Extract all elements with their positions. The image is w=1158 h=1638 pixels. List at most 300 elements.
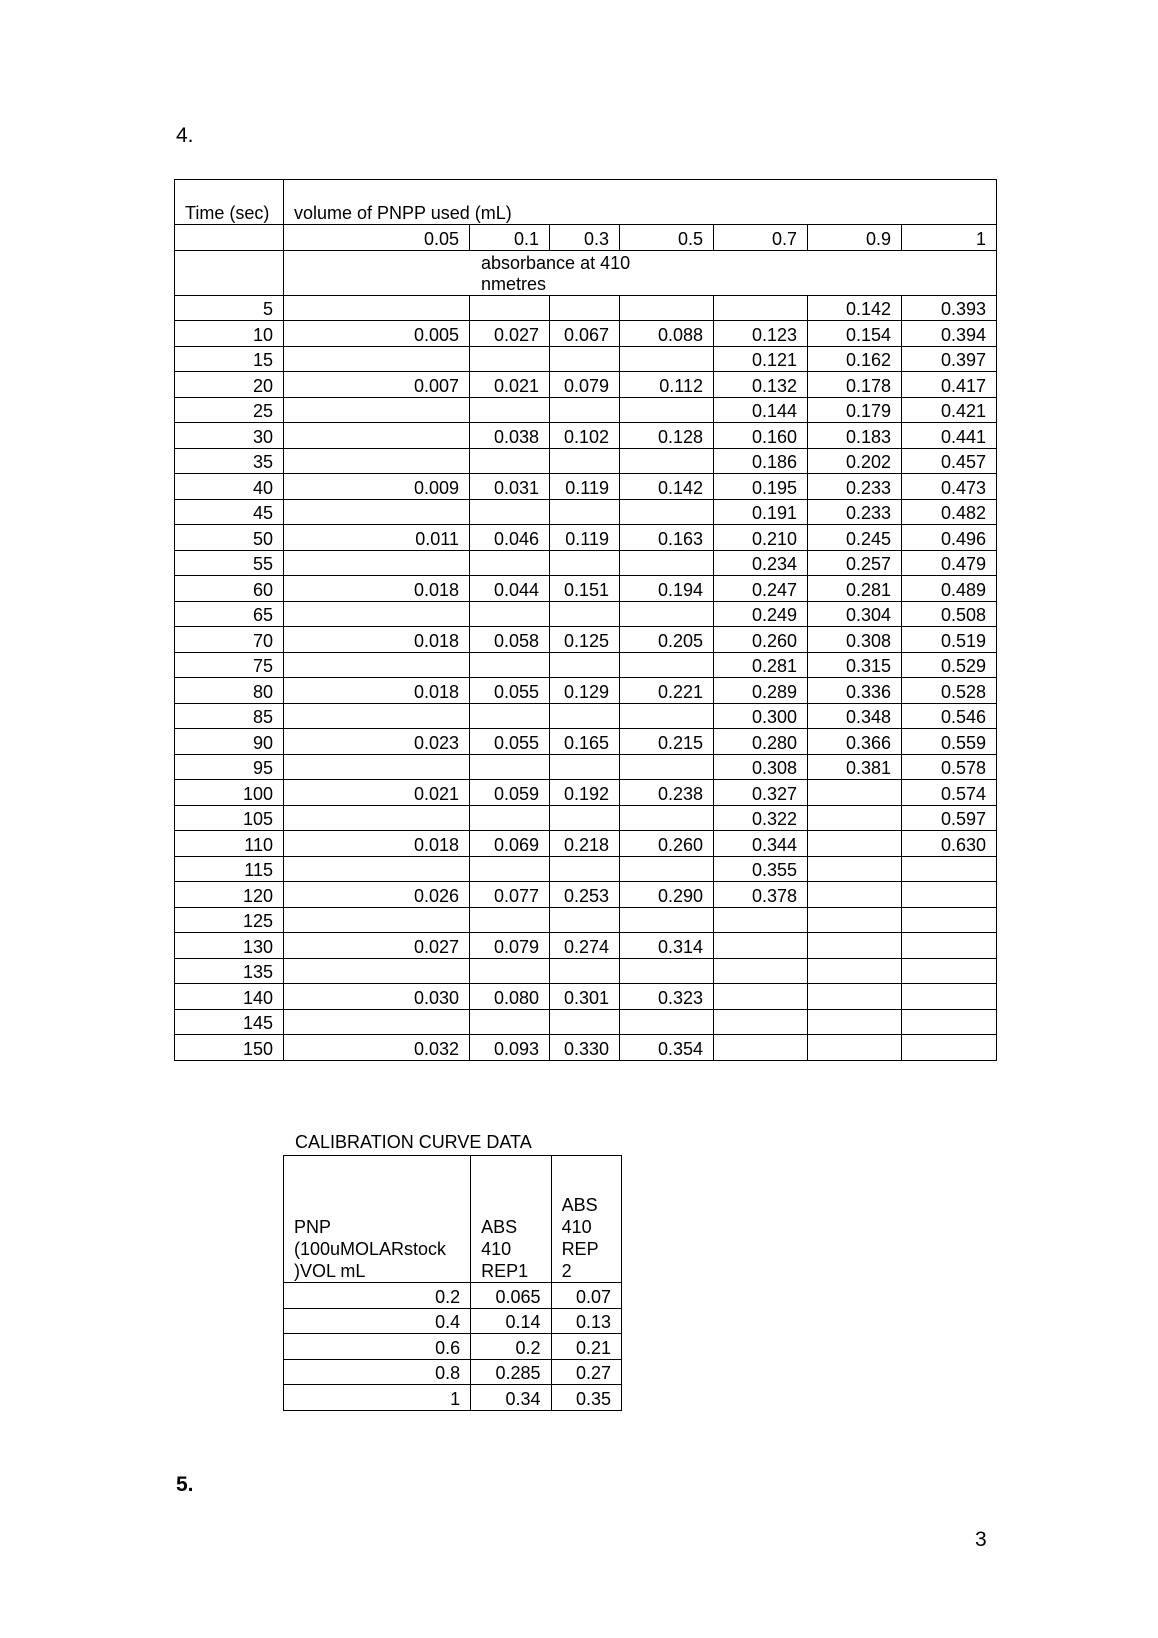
absorbance-cell: 0.059 (470, 780, 550, 806)
absorbance-cell (902, 958, 997, 984)
absorbance-cell (550, 448, 620, 474)
absorbance-cell (620, 754, 714, 780)
absorbance-cell: 0.005 (284, 321, 470, 347)
absorbance-cell (284, 1009, 470, 1035)
absorbance-cell (550, 856, 620, 882)
time-cell: 60 (175, 576, 284, 602)
absorbance-cell: 0.088 (620, 321, 714, 347)
absorbance-cell: 0.289 (714, 678, 808, 704)
absorbance-cell (902, 856, 997, 882)
time-cell: 130 (175, 933, 284, 959)
absorbance-cell (284, 397, 470, 423)
absorbance-cell (470, 958, 550, 984)
absorbance-cell (550, 295, 620, 321)
absorbance-cell (550, 907, 620, 933)
absorbance-cell (284, 805, 470, 831)
absorbance-cell: 0.044 (470, 576, 550, 602)
table-row (175, 448, 997, 474)
absorbance-cell (714, 907, 808, 933)
calibration-header-row (284, 1156, 622, 1283)
time-cell: 135 (175, 958, 284, 984)
absorbance-cell: 0.479 (902, 550, 997, 576)
absorbance-cell: 0.179 (808, 397, 902, 423)
calibration-cell: 0.2 (471, 1334, 551, 1360)
absorbance-cell: 0.026 (284, 882, 470, 908)
absorbance-cell (714, 295, 808, 321)
time-cell: 45 (175, 499, 284, 525)
time-cell: 65 (175, 601, 284, 627)
volume-cell: 0.7 (714, 225, 808, 251)
calibration-row (284, 1283, 622, 1309)
volume-cell: 0.9 (808, 225, 902, 251)
absorbance-cell: 0.354 (620, 1035, 714, 1061)
absorbance-cell (620, 958, 714, 984)
table-row (175, 346, 997, 372)
absorbance-cell: 0.528 (902, 678, 997, 704)
absorbance-cell (470, 448, 550, 474)
absorbance-cell: 0.253 (550, 882, 620, 908)
calibration-cell: 0.8 (284, 1359, 471, 1385)
absorbance-cell (620, 550, 714, 576)
absorbance-cell (808, 1035, 902, 1061)
absorbance-cell (470, 907, 550, 933)
absorbance-cell: 0.290 (620, 882, 714, 908)
absorbance-cell: 0.559 (902, 729, 997, 755)
absorbance-cell (808, 958, 902, 984)
absorbance-cell (902, 1009, 997, 1035)
calibration-header-rep2: ABS 410 REP 2 (551, 1156, 621, 1283)
absorbance-cell: 0.194 (620, 576, 714, 602)
header-row-volumes (175, 225, 997, 251)
absorbance-cell: 0.308 (808, 627, 902, 653)
table-row (175, 423, 997, 449)
time-cell: 145 (175, 1009, 284, 1035)
absorbance-cell: 0.301 (550, 984, 620, 1010)
calibration-cell: 0.065 (471, 1283, 551, 1309)
time-cell: 35 (175, 448, 284, 474)
absorbance-cell: 0.079 (470, 933, 550, 959)
table-row (175, 703, 997, 729)
absorbance-cell (470, 295, 550, 321)
absorbance-cell (550, 346, 620, 372)
absorbance-cell: 0.023 (284, 729, 470, 755)
calibration-header-rep1: ABS 410 REP1 (471, 1156, 551, 1283)
absorbance-cell: 0.457 (902, 448, 997, 474)
table-row (175, 601, 997, 627)
absorbance-cell (714, 1009, 808, 1035)
absorbance-cell: 0.381 (808, 754, 902, 780)
absorbance-cell: 0.132 (714, 372, 808, 398)
absorbance-cell: 0.018 (284, 576, 470, 602)
absorbance-cell: 0.125 (550, 627, 620, 653)
absorbance-cell (550, 1009, 620, 1035)
absorbance-cell: 0.245 (808, 525, 902, 551)
absorbance-cell: 0.093 (470, 1035, 550, 1061)
absorbance-cell: 0.274 (550, 933, 620, 959)
absorbance-cell (808, 1009, 902, 1035)
absorbance-cell: 0.280 (714, 729, 808, 755)
absorbance-cell (284, 652, 470, 678)
absorbance-cell (620, 805, 714, 831)
absorbance-cell (470, 805, 550, 831)
time-cell: 80 (175, 678, 284, 704)
absorbance-cell: 0.233 (808, 499, 902, 525)
table-row (175, 958, 997, 984)
empty-cell (175, 225, 284, 251)
absorbance-cell: 0.077 (470, 882, 550, 908)
absorbance-cell: 0.123 (714, 321, 808, 347)
calibration-row (284, 1334, 622, 1360)
absorbance-cell (284, 550, 470, 576)
absorbance-cell (284, 958, 470, 984)
calibration-cell: 0.6 (284, 1334, 471, 1360)
absorbance-cell (284, 499, 470, 525)
absorbance-cell: 0.519 (902, 627, 997, 653)
header-row-absorbance (175, 250, 997, 295)
absorbance-cell: 0.119 (550, 525, 620, 551)
absorbance-cell (550, 805, 620, 831)
absorbance-cell: 0.394 (902, 321, 997, 347)
absorbance-cell: 0.058 (470, 627, 550, 653)
absorbance-cell: 0.192 (550, 780, 620, 806)
absorbance-cell: 0.322 (714, 805, 808, 831)
absorbance-cell: 0.247 (714, 576, 808, 602)
absorbance-cell (714, 933, 808, 959)
absorbance-cell: 0.038 (470, 423, 550, 449)
time-cell: 140 (175, 984, 284, 1010)
time-cell: 100 (175, 780, 284, 806)
absorbance-cell (620, 652, 714, 678)
absorbance-cell: 0.046 (470, 525, 550, 551)
calibration-cell: 0.21 (551, 1334, 621, 1360)
absorbance-cell: 0.238 (620, 780, 714, 806)
absorbance-cell: 0.221 (620, 678, 714, 704)
time-cell: 90 (175, 729, 284, 755)
table-row (175, 321, 997, 347)
absorbance-cell: 0.195 (714, 474, 808, 500)
absorbance-cell (902, 882, 997, 908)
absorbance-cell (808, 907, 902, 933)
time-cell: 40 (175, 474, 284, 500)
absorbance-cell (284, 703, 470, 729)
table-row (175, 678, 997, 704)
table-row (175, 525, 997, 551)
absorbance-cell: 0.281 (808, 576, 902, 602)
absorbance-cell (902, 907, 997, 933)
absorbance-cell: 0.080 (470, 984, 550, 1010)
absorbance-cell: 0.348 (808, 703, 902, 729)
table-row (175, 882, 997, 908)
absorbance-cell: 0.007 (284, 372, 470, 398)
table-row (175, 652, 997, 678)
table-row (175, 576, 997, 602)
absorbance-cell: 0.441 (902, 423, 997, 449)
absorbance-cell (284, 448, 470, 474)
absorbance-cell: 0.496 (902, 525, 997, 551)
absorbance-cell: 0.378 (714, 882, 808, 908)
absorbance-cell (620, 499, 714, 525)
absorbance-cell: 0.202 (808, 448, 902, 474)
time-cell: 30 (175, 423, 284, 449)
time-cell: 5 (175, 295, 284, 321)
absorbance-cell: 0.163 (620, 525, 714, 551)
absorbance-cell: 0.027 (284, 933, 470, 959)
absorbance-cell (550, 703, 620, 729)
absorbance-cell: 0.260 (620, 831, 714, 857)
table-row (175, 372, 997, 398)
absorbance-header-text: absorbance at 410 nmetres (481, 252, 631, 294)
absorbance-cell: 0.031 (470, 474, 550, 500)
absorbance-cell: 0.630 (902, 831, 997, 857)
table-row (175, 856, 997, 882)
time-cell: 15 (175, 346, 284, 372)
calibration-title: CALIBRATION CURVE DATA (295, 1132, 532, 1152)
absorbance-cell: 0.489 (902, 576, 997, 602)
absorbance-cell: 0.257 (808, 550, 902, 576)
absorbance-cell: 0.314 (620, 933, 714, 959)
absorbance-cell: 0.183 (808, 423, 902, 449)
absorbance-cell: 0.160 (714, 423, 808, 449)
absorbance-cell (620, 397, 714, 423)
time-cell: 85 (175, 703, 284, 729)
absorbance-cell (620, 907, 714, 933)
absorbance-cell (808, 805, 902, 831)
absorbance-cell: 0.021 (470, 372, 550, 398)
absorbance-cell (470, 499, 550, 525)
absorbance-cell: 0.508 (902, 601, 997, 627)
calibration-table (283, 1155, 622, 1411)
section-5-label: 5. (176, 1473, 194, 1496)
table-row (175, 397, 997, 423)
time-cell: 105 (175, 805, 284, 831)
absorbance-cell: 0.151 (550, 576, 620, 602)
absorbance-cell: 0.129 (550, 678, 620, 704)
absorbance-cell: 0.119 (550, 474, 620, 500)
absorbance-cell: 0.344 (714, 831, 808, 857)
calibration-cell: 0.2 (284, 1283, 471, 1309)
absorbance-cell: 0.165 (550, 729, 620, 755)
absorbance-cell: 0.186 (714, 448, 808, 474)
absorbance-cell: 0.178 (808, 372, 902, 398)
table-row (175, 831, 997, 857)
absorbance-cell: 0.336 (808, 678, 902, 704)
absorbance-cell (470, 703, 550, 729)
absorbance-cell: 0.142 (620, 474, 714, 500)
calibration-cell: 0.4 (284, 1308, 471, 1334)
absorbance-cell: 0.121 (714, 346, 808, 372)
absorbance-cell: 0.281 (714, 652, 808, 678)
absorbance-cell: 0.315 (808, 652, 902, 678)
time-cell: 95 (175, 754, 284, 780)
table-row (175, 754, 997, 780)
calibration-row (284, 1359, 622, 1385)
absorbance-cell: 0.112 (620, 372, 714, 398)
absorbance-cell: 0.162 (808, 346, 902, 372)
absorbance-cell: 0.144 (714, 397, 808, 423)
absorbance-cell (808, 856, 902, 882)
absorbance-cell: 0.597 (902, 805, 997, 831)
absorbance-cell (808, 933, 902, 959)
absorbance-cell: 0.233 (808, 474, 902, 500)
absorbance-cell (620, 448, 714, 474)
time-cell: 115 (175, 856, 284, 882)
absorbance-cell: 0.069 (470, 831, 550, 857)
calibration-cell: 0.07 (551, 1283, 621, 1309)
calibration-cell: 0.14 (471, 1308, 551, 1334)
absorbance-cell: 0.018 (284, 678, 470, 704)
absorbance-cell: 0.300 (714, 703, 808, 729)
absorbance-cell (470, 856, 550, 882)
empty-cell (175, 250, 284, 295)
absorbance-cell: 0.482 (902, 499, 997, 525)
absorbance-cell (808, 984, 902, 1010)
absorbance-cell: 0.473 (902, 474, 997, 500)
table-row (175, 907, 997, 933)
section-4-label: 4. (176, 124, 194, 147)
time-cell: 75 (175, 652, 284, 678)
absorbance-cell (714, 984, 808, 1010)
absorbance-cell: 0.055 (470, 729, 550, 755)
absorbance-cell: 0.018 (284, 627, 470, 653)
absorbance-cell (284, 907, 470, 933)
absorbance-cell: 0.249 (714, 601, 808, 627)
absorbance-cell (550, 550, 620, 576)
absorbance-cell: 0.027 (470, 321, 550, 347)
volume-cell: 0.05 (284, 225, 470, 251)
absorbance-cell: 0.546 (902, 703, 997, 729)
table-row (175, 295, 997, 321)
absorbance-cell: 0.154 (808, 321, 902, 347)
volume-cell: 0.5 (620, 225, 714, 251)
calibration-cell: 1 (284, 1385, 471, 1411)
absorbance-cell: 0.366 (808, 729, 902, 755)
calibration-header-volume: PNP (100uMOLARstock )VOL mL (284, 1156, 471, 1283)
table-row (175, 984, 997, 1010)
absorbance-cell (620, 1009, 714, 1035)
time-cell: 25 (175, 397, 284, 423)
absorbance-cell (902, 1035, 997, 1061)
absorbance-cell (620, 856, 714, 882)
absorbance-cell (470, 652, 550, 678)
absorbance-cell (284, 295, 470, 321)
absorbance-cell: 0.308 (714, 754, 808, 780)
time-cell: 150 (175, 1035, 284, 1061)
time-cell: 55 (175, 550, 284, 576)
absorbance-cell: 0.355 (714, 856, 808, 882)
time-cell: 110 (175, 831, 284, 857)
absorbance-cell (550, 754, 620, 780)
absorbance-cell: 0.327 (714, 780, 808, 806)
absorbance-cell: 0.018 (284, 831, 470, 857)
absorbance-cell (808, 831, 902, 857)
absorbance-cell: 0.079 (550, 372, 620, 398)
absorbance-cell (284, 346, 470, 372)
absorbance-cell (902, 984, 997, 1010)
time-header: Time (sec) (175, 180, 284, 225)
absorbance-cell: 0.578 (902, 754, 997, 780)
absorbance-cell (470, 397, 550, 423)
time-cell: 20 (175, 372, 284, 398)
time-cell: 125 (175, 907, 284, 933)
absorbance-cell (470, 550, 550, 576)
absorbance-cell: 0.393 (902, 295, 997, 321)
time-cell: 10 (175, 321, 284, 347)
absorbance-cell (620, 703, 714, 729)
page-number: 3 (975, 1528, 987, 1551)
table-row (175, 729, 997, 755)
absorbance-cell: 0.021 (284, 780, 470, 806)
absorbance-cell (284, 423, 470, 449)
absorbance-cell: 0.397 (902, 346, 997, 372)
absorbance-cell: 0.215 (620, 729, 714, 755)
absorbance-cell (620, 295, 714, 321)
absorbance-cell (902, 933, 997, 959)
absorbance-cell: 0.260 (714, 627, 808, 653)
absorbance-cell: 0.142 (808, 295, 902, 321)
calibration-row (284, 1308, 622, 1334)
table-row (175, 805, 997, 831)
volume-cell: 0.1 (470, 225, 550, 251)
absorbance-cell: 0.304 (808, 601, 902, 627)
absorbance-cell (470, 601, 550, 627)
absorbance-cell: 0.218 (550, 831, 620, 857)
absorbance-cell: 0.330 (550, 1035, 620, 1061)
absorbance-cell (808, 780, 902, 806)
absorbance-cell: 0.421 (902, 397, 997, 423)
absorbance-cell (284, 856, 470, 882)
absorbance-cell: 0.032 (284, 1035, 470, 1061)
absorbance-cell: 0.030 (284, 984, 470, 1010)
calibration-cell: 0.13 (551, 1308, 621, 1334)
absorbance-cell (714, 958, 808, 984)
calibration-row (284, 1385, 622, 1411)
volume-cell: 1 (902, 225, 997, 251)
absorbance-cell (470, 1009, 550, 1035)
absorbance-cell (284, 754, 470, 780)
table-row (175, 1009, 997, 1035)
table-row (175, 780, 997, 806)
table-row (175, 627, 997, 653)
absorbance-cell (620, 346, 714, 372)
table-row (175, 933, 997, 959)
volume-cell: 0.3 (550, 225, 620, 251)
time-cell: 70 (175, 627, 284, 653)
absorbance-cell (808, 882, 902, 908)
absorbance-cell (470, 346, 550, 372)
absorbance-cell: 0.055 (470, 678, 550, 704)
header-row-time-volume (175, 180, 997, 225)
absorbance-cell (550, 499, 620, 525)
calibration-cell: 0.285 (471, 1359, 551, 1385)
table-row (175, 499, 997, 525)
absorbance-cell: 0.102 (550, 423, 620, 449)
absorbance-cell (714, 1035, 808, 1061)
absorbance-cell: 0.210 (714, 525, 808, 551)
time-cell: 120 (175, 882, 284, 908)
absorbance-table (174, 179, 997, 1061)
absorbance-cell (284, 601, 470, 627)
absorbance-cell (620, 601, 714, 627)
absorbance-cell: 0.128 (620, 423, 714, 449)
absorbance-cell (550, 601, 620, 627)
calibration-cell: 0.34 (471, 1385, 551, 1411)
absorbance-cell (550, 958, 620, 984)
absorbance-cell: 0.191 (714, 499, 808, 525)
table-row (175, 474, 997, 500)
absorbance-cell (470, 754, 550, 780)
table-row (175, 1035, 997, 1061)
absorbance-header (284, 250, 997, 295)
